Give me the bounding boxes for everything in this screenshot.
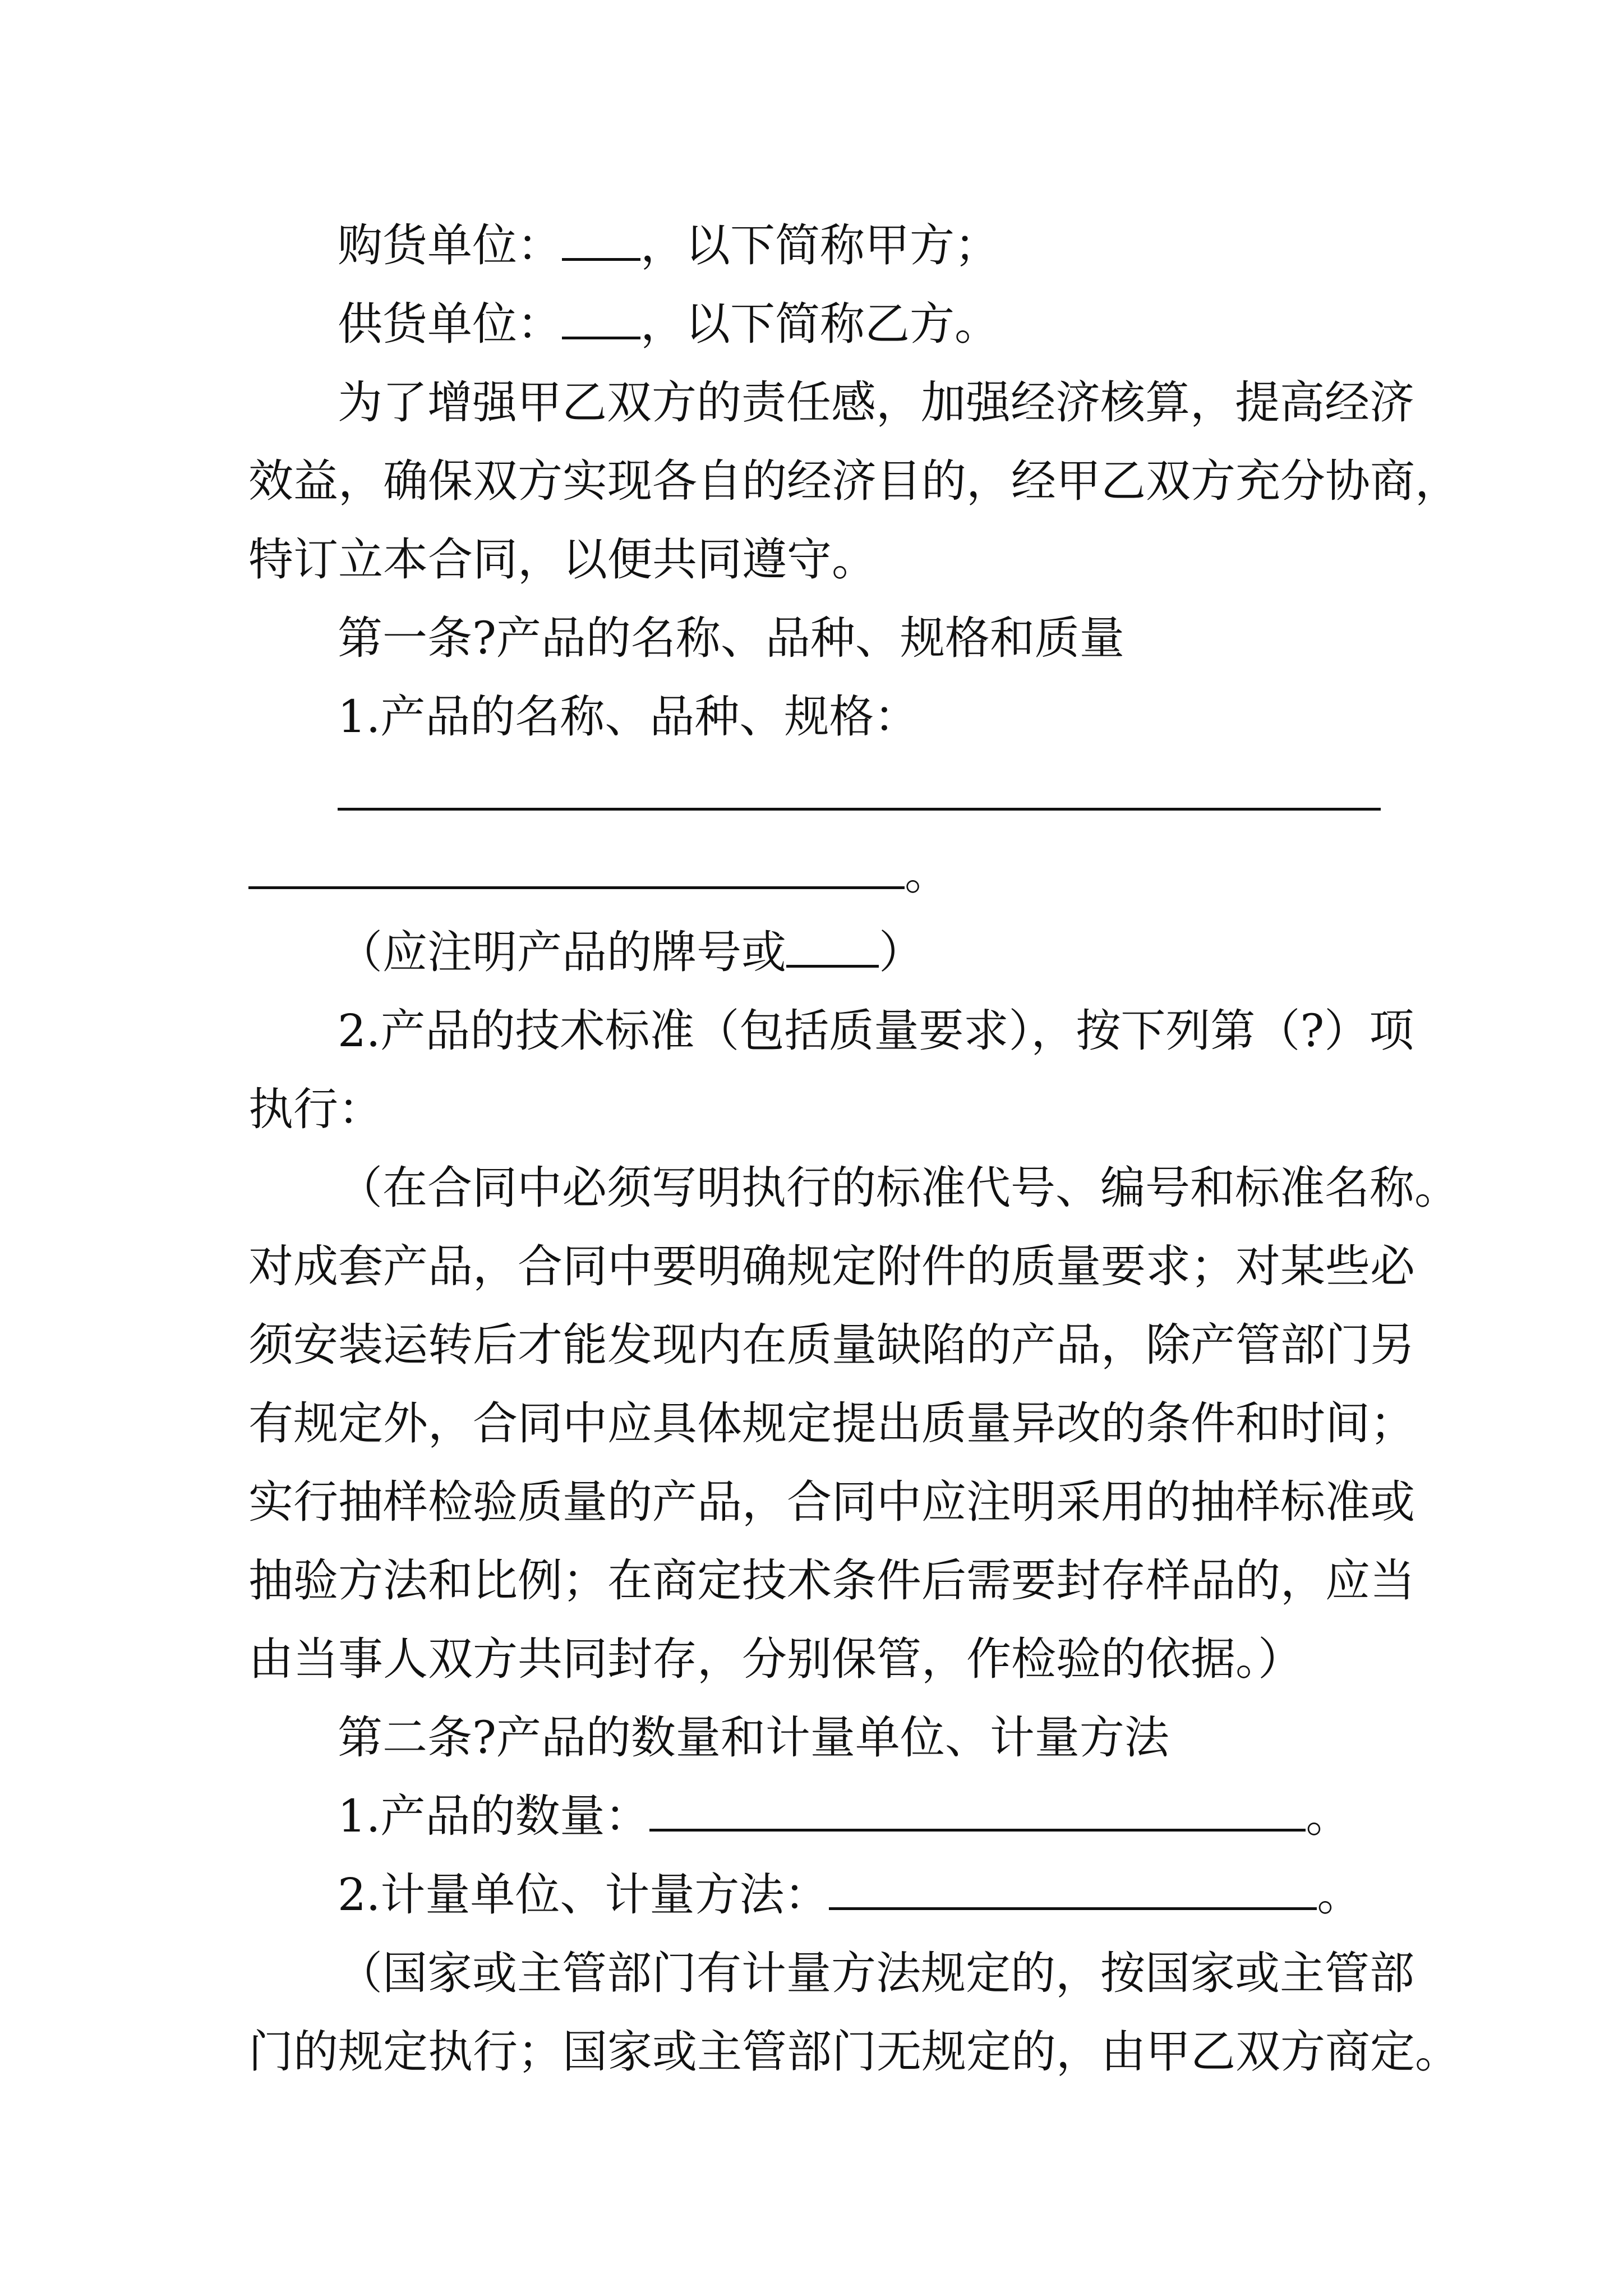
standard-note-line-6: 抽验方法和比例；在商定技术条件后需要封存样品的，应当 [248,1554,1415,1607]
purchaser-suffix: ，以下简称甲方； [640,219,999,272]
standard-note-line-3: 须安装运转后才能发现内在质量缺陷的产品，除产管部门另 [248,1319,1415,1371]
product-name-blank-line-2 [248,840,949,908]
article-2-heading: 第二条?产品的数量和计量单位、计量方法 [338,1711,1169,1764]
measure-note-line-1: （国家或主管部门有计量方法规定的，按国家或主管部 [338,1947,1414,1999]
standard-note-line-2: 对成套产品，合同中要明确规定附件的质量要求；对某些必 [248,1240,1415,1292]
unit-method-line [338,1861,1362,1929]
supplier-label: 供货单位： [338,298,562,350]
quantity-line [338,1783,1350,1850]
supplier-line [338,291,999,358]
unit-method-blank [829,1868,1317,1910]
product-name-end: 。 [905,848,949,900]
quantity-blank [649,1789,1306,1832]
purchaser-line [338,212,999,279]
preamble-line-2: 效益，确保双方实现各自的经济目的，经甲乙双方充分协商， [248,455,1460,507]
brand-note-close: ） [879,926,924,978]
unit-method-end: 。 [1317,1869,1362,1921]
supplier-suffix: ，以下简称乙方。 [640,298,999,350]
product-name-blank-1 [338,769,1381,811]
standard-note-line-1: （在合同中必须写明执行的标准代号、编号和标准名称。 [338,1162,1459,1214]
article-1-item-2-cont: 执行： [248,1083,383,1135]
standard-note-line-5: 实行抽样检验质量的产品，合同中应注明采用的抽样标准或 [248,1476,1415,1528]
measure-note-line-2: 门的规定执行；国家或主管部门无规定的，由甲乙双方商定。 [248,2026,1460,2078]
article-1-item-1: 1.产品的名称、品种、规格： [338,691,919,743]
unit-method-label: 2.计量单位、计量方法： [338,1869,829,1921]
preamble-line-3: 特订立本合同，以便共同遵守。 [248,533,877,586]
product-name-blank-2 [248,847,905,889]
article-1-heading: 第一条?产品的名称、品种、规格和质量 [338,612,1124,664]
quantity-label: 1.产品的数量： [338,1790,650,1842]
preamble-line-1: 为了增强甲乙双方的责任感，加强经济核算，提高经济 [338,376,1414,429]
purchaser-blank [562,219,640,261]
standard-note-line-4: 有规定外，合同中应具体规定提出质量异改的条件和时间； [248,1397,1415,1450]
quantity-end: 。 [1306,1790,1351,1842]
purchaser-label: 购货单位： [338,219,562,272]
brand-note-text: （应注明产品的牌号或 [338,926,786,978]
product-name-blank-line-1 [338,762,1381,829]
brand-note-blank [786,926,879,968]
article-1-item-2: 2.产品的技术标准（包括质量要求），按下列第（?）项 [338,1005,1414,1057]
standard-note-line-7: 由当事人双方共同封存，分别保管，作检验的依据。） [248,1633,1303,1685]
brand-note-line [338,919,924,986]
supplier-blank [562,297,640,339]
